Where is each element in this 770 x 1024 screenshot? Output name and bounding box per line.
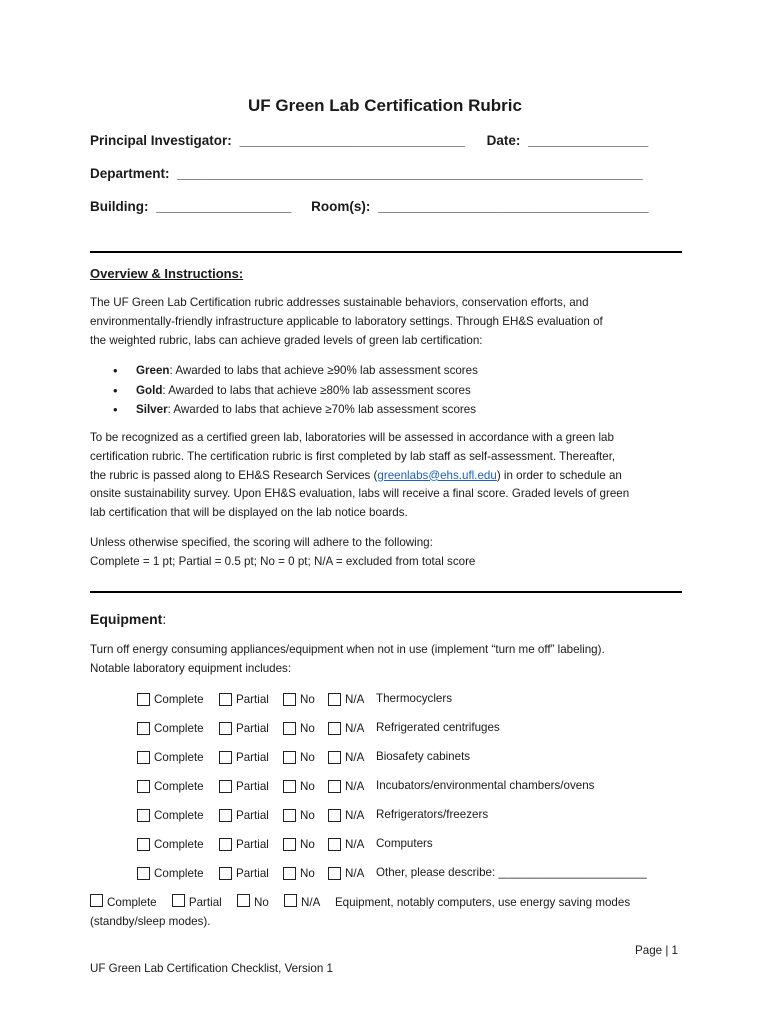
item-label: Other, please describe: _______________________ — [376, 866, 647, 879]
level-green — [113, 361, 478, 381]
checkbox-complete[interactable] — [137, 867, 150, 880]
item-label-continued: (standby/sleep modes). — [90, 915, 211, 928]
checkbox-na[interactable] — [284, 894, 297, 907]
level-gold — [113, 381, 478, 401]
checkbox-na[interactable] — [328, 809, 341, 822]
scoring-line: Complete = 1 pt; Partial = 0.5 pt; No = 0 pt; N/A = excluded from total score — [90, 554, 476, 568]
checkbox-complete[interactable] — [137, 809, 150, 822]
checkbox-complete[interactable] — [137, 751, 150, 764]
option-label: Complete — [154, 721, 204, 735]
option-label: N/A — [345, 866, 365, 880]
checkbox-partial-option[interactable] — [219, 719, 269, 737]
checkbox-no[interactable] — [283, 809, 296, 822]
checkbox-partial[interactable] — [219, 751, 232, 764]
checkbox-na[interactable] — [328, 693, 341, 706]
option-label: N/A — [345, 692, 365, 706]
option-label: N/A — [345, 750, 365, 764]
checkbox-complete[interactable] — [90, 894, 103, 907]
checkbox-partial[interactable] — [219, 693, 232, 706]
option-label: No — [300, 837, 315, 851]
intro-line: the weighted rubric, labs can achieve graded levels of green lab certification: — [90, 333, 483, 347]
option-label: Complete — [107, 896, 157, 909]
process-line: certification rubric. The certification rubric is first completed by lab staff as self-assessment. Thereafter, — [90, 449, 616, 463]
checkbox-na-option[interactable] — [328, 806, 364, 824]
pi-field[interactable]: ______________________________ — [239, 133, 465, 148]
checkbox-na[interactable] — [328, 722, 341, 735]
checkbox-partial[interactable] — [219, 809, 232, 822]
overview-intro — [90, 294, 685, 350]
item-label: Computers — [376, 837, 433, 850]
option-label: No — [253, 896, 269, 909]
item-label: Refrigerators/freezers — [376, 808, 489, 821]
email-link[interactable]: greenlabs@ehs.ufl.edu — [377, 468, 497, 482]
option-label: Complete — [154, 808, 204, 822]
option-label: Complete — [154, 779, 204, 793]
department-field[interactable]: ______________________________________________________________ — [177, 166, 643, 181]
level-text: : Awarded to labs that achieve ≥70% lab assessment scores — [167, 403, 476, 416]
page-number: Page | 1 — [635, 944, 678, 957]
checkbox-no-option[interactable] — [283, 777, 315, 795]
level-name: Gold — [136, 383, 163, 397]
option-label: Partial — [236, 721, 269, 735]
process-line — [90, 467, 685, 486]
section-divider — [90, 251, 682, 253]
item-label: Refrigerated centrifuges — [376, 721, 500, 734]
checkbox-no-option[interactable] — [283, 864, 315, 882]
checkbox-no[interactable] — [237, 894, 250, 907]
pi-date-row — [90, 133, 648, 148]
checkbox-no[interactable] — [283, 867, 296, 880]
intro-line: The UF Green Lab Certification rubric addresses sustainable behaviors, conservation efforts, and — [90, 296, 589, 309]
option-label: Partial — [236, 866, 269, 880]
checkbox-no-option[interactable] — [283, 748, 315, 766]
checkbox-no[interactable] — [283, 751, 296, 764]
checkbox-complete-option[interactable] — [137, 690, 204, 708]
level-silver — [113, 400, 478, 420]
item-label: Equipment, notably computers, use energy saving modes — [334, 896, 631, 909]
checkbox-no[interactable] — [283, 838, 296, 851]
checkbox-complete-option[interactable] — [137, 719, 204, 737]
option-label: Partial — [236, 750, 269, 764]
level-text: : Awarded to labs that achieve ≥90% lab assessment scores — [169, 364, 478, 377]
checkbox-complete-option[interactable] — [137, 864, 204, 882]
checkbox-partial-option[interactable] — [219, 806, 269, 824]
page-title: UF Green Lab Certification Rubric — [248, 96, 522, 115]
building-field[interactable]: __________________ — [156, 199, 292, 214]
checkbox-na[interactable] — [328, 780, 341, 793]
equipment-intro-line: Notable laboratory equipment includes: — [90, 661, 292, 675]
checkbox-complete[interactable] — [137, 722, 150, 735]
option-label: N/A — [345, 779, 365, 793]
process-text: the rubric is passed along to EH&S Research Services ( — [90, 468, 378, 482]
option-label: Partial — [236, 692, 269, 706]
checkbox-complete-option[interactable] — [137, 806, 204, 824]
option-label: No — [300, 779, 315, 793]
section-divider — [90, 591, 682, 593]
checkbox-no-option[interactable] — [283, 690, 315, 708]
option-label: No — [300, 808, 315, 822]
process-line: onsite sustainability survey. Upon EH&S evaluation, labs will receive a final score. Graded levels of green — [90, 487, 630, 501]
option-label: Partial — [236, 779, 269, 793]
process-paragraph — [90, 429, 685, 523]
option-label: Complete — [154, 866, 204, 880]
overview-heading: Overview & Instructions: — [90, 266, 244, 281]
intro-line: environmentally-friendly infrastructure applicable to laboratory settings. Through EH&S evaluation of — [90, 314, 603, 328]
option-label: Complete — [154, 837, 204, 851]
checkbox-na-option[interactable] — [328, 777, 364, 795]
equipment-heading-colon: : — [162, 611, 167, 627]
option-label: Complete — [154, 750, 204, 764]
checkbox-partial-option[interactable] — [219, 690, 269, 708]
checkbox-partial[interactable] — [219, 867, 232, 880]
date-label: Date: — [486, 133, 521, 148]
checkbox-no-option[interactable] — [283, 835, 315, 853]
energy-saving-item — [90, 893, 690, 931]
process-line: To be recognized as a certified green lab, laboratories will be assessed in accordance with a green lab — [90, 431, 614, 444]
option-label: N/A — [345, 837, 365, 851]
option-label: Partial — [236, 808, 269, 822]
option-label: Partial — [188, 896, 222, 909]
equipment-heading — [90, 611, 166, 627]
checkbox-partial[interactable] — [219, 838, 232, 851]
checkbox-partial-option[interactable] — [219, 777, 269, 795]
option-label: Partial — [236, 837, 269, 851]
checkbox-na-option[interactable] — [328, 719, 364, 737]
footer-doc-title: UF Green Lab Certification Checklist, Version 1 — [90, 962, 333, 975]
checkbox-partial-option[interactable] — [219, 748, 269, 766]
level-name: Silver — [136, 403, 168, 416]
checkbox-partial-option[interactable] — [219, 864, 269, 882]
checkbox-no[interactable] — [283, 780, 296, 793]
checkbox-partial[interactable] — [219, 780, 232, 793]
checkbox-no-option[interactable] — [283, 806, 315, 824]
checkbox-complete-option[interactable] — [137, 748, 204, 766]
option-label: N/A — [345, 721, 365, 735]
equipment-intro-line: Turn off energy consuming appliances/equipment when not in use (implement “turn me off” labeling). — [90, 643, 605, 656]
scoring-line: Unless otherwise specified, the scoring will adhere to the following: — [90, 536, 433, 549]
checkbox-na[interactable] — [328, 751, 341, 764]
date-field[interactable]: ________________ — [528, 133, 649, 148]
option-label: No — [300, 866, 315, 880]
process-text: ) in order to schedule an — [496, 468, 622, 482]
level-text: : Awarded to labs that achieve ≥80% lab assessment scores — [162, 383, 471, 397]
equipment-heading-text: Equipment — [90, 611, 163, 627]
checkbox-na-option[interactable] — [328, 864, 364, 882]
item-label: Biosafety cabinets — [376, 750, 471, 763]
checkbox-no[interactable] — [283, 693, 296, 706]
checkbox-complete-option[interactable] — [137, 835, 204, 853]
checkbox-no[interactable] — [283, 722, 296, 735]
building-room-row — [90, 199, 648, 214]
checkbox-na-option[interactable] — [328, 748, 364, 766]
checkbox-partial[interactable] — [219, 722, 232, 735]
checkbox-no-option[interactable] — [283, 719, 315, 737]
option-label: No — [300, 692, 315, 706]
checkbox-complete[interactable] — [137, 838, 150, 851]
department-label: Department: — [90, 166, 170, 181]
item-label: Incubators/environmental chambers/ovens — [376, 779, 595, 792]
rooms-label: Room(s): — [311, 199, 371, 214]
option-label: No — [300, 750, 315, 764]
checkbox-na-option[interactable] — [328, 690, 364, 708]
option-label: N/A — [301, 896, 320, 909]
option-label: N/A — [345, 808, 365, 822]
checkbox-complete[interactable] — [137, 693, 150, 706]
equipment-intro — [90, 641, 685, 679]
certification-levels — [113, 361, 478, 420]
building-label: Building: — [90, 199, 149, 214]
checkbox-na[interactable] — [328, 838, 341, 851]
pi-label: Principal Investigator: — [90, 133, 232, 148]
level-name: Green — [136, 364, 170, 377]
process-line: lab certification that will be displayed on the lab notice boards. — [90, 506, 408, 520]
department-row — [90, 166, 643, 181]
option-label: No — [300, 721, 315, 735]
checkbox-na-option[interactable] — [328, 835, 364, 853]
checkbox-complete-option[interactable] — [137, 777, 204, 795]
checkbox-partial-option[interactable] — [219, 835, 269, 853]
option-label: Complete — [154, 692, 204, 706]
item-label: Thermocyclers — [376, 692, 453, 705]
checkbox-complete[interactable] — [137, 780, 150, 793]
checkbox-partial[interactable] — [172, 894, 185, 907]
scoring-paragraph — [90, 534, 685, 572]
checkbox-na[interactable] — [328, 867, 341, 880]
rooms-field[interactable]: ____________________________________ — [378, 199, 649, 214]
